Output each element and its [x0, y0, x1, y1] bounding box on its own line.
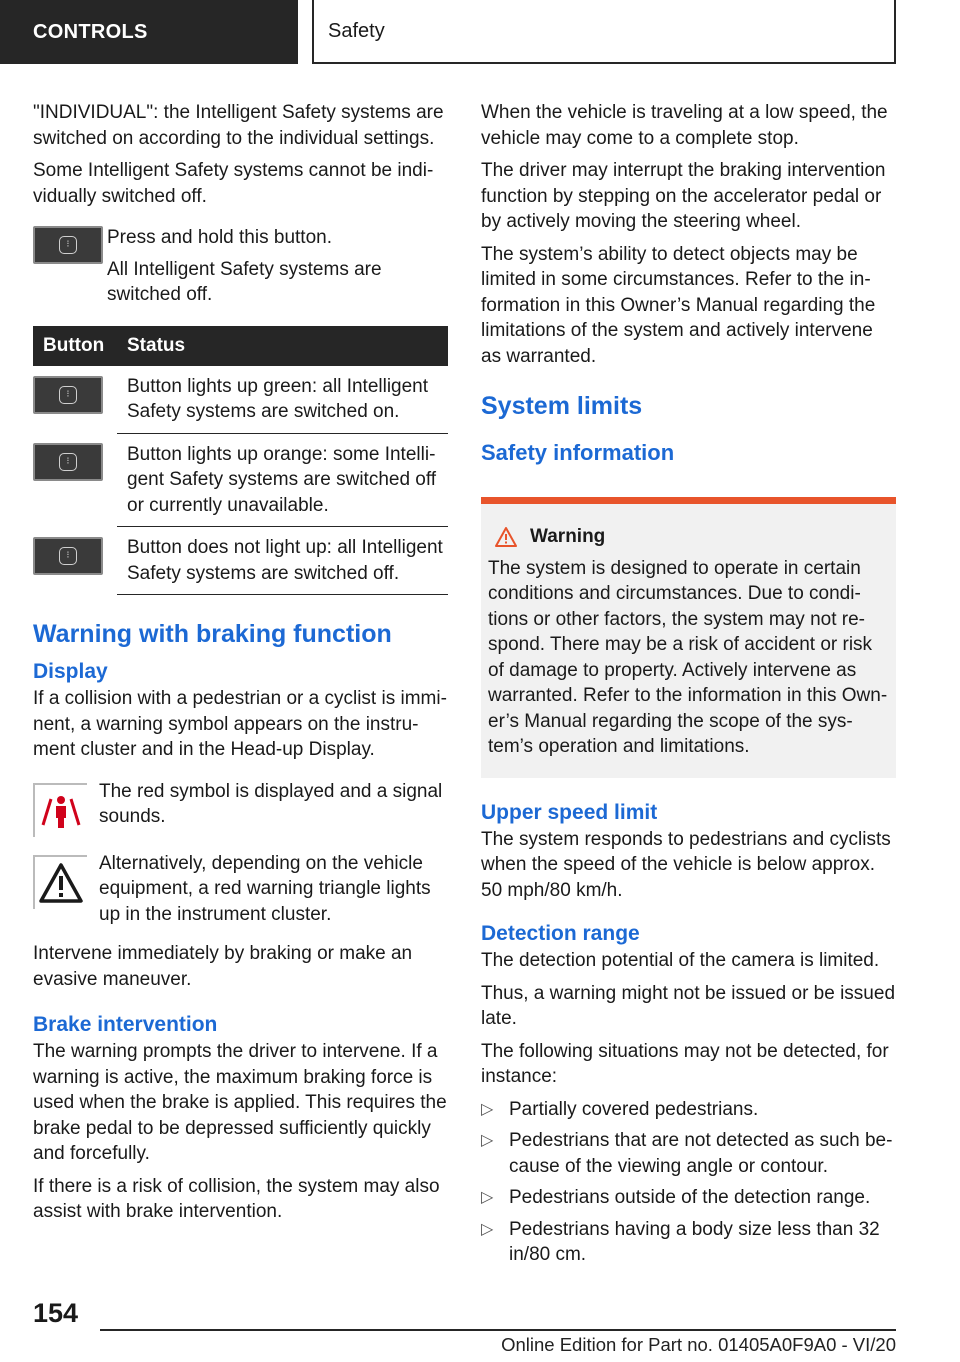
status-table	[33, 326, 448, 596]
section-tab: CONTROLS	[0, 0, 298, 64]
paragraph: If there is a risk of collision, the system may also assist with brake intervention.	[33, 1175, 440, 1222]
heading-system-limits: System limits	[481, 392, 643, 420]
triangle-bullet-icon: ▷	[481, 1220, 494, 1238]
list-item: ▷ Partially covered pedestrians.	[481, 1097, 896, 1123]
heading-brake-intervention: Brake intervention	[33, 1013, 218, 1036]
heading-warning-braking: Warning with braking function	[33, 620, 392, 648]
situations-list	[481, 1097, 896, 1268]
heading-safety-information: Safety information	[481, 440, 675, 465]
table-row	[33, 433, 448, 527]
page-title: Safety	[312, 0, 896, 64]
table-header-status: Status	[117, 326, 448, 366]
safety-button-icon: ⁝	[33, 537, 103, 575]
paragraph: Intervene immediately by braking or make an evasive maneuver.	[33, 943, 413, 990]
paragraph: The driver may interrupt the braking intervention function by stepping on the accelerator pedal or by actively moving the steering wheel.	[481, 160, 886, 232]
triangle-bullet-icon: ▷	[481, 1100, 494, 1118]
paragraph: The warning prompts the driver to intervene. If a warning is active, the maximum braking force is used when the brake is applied. This requires the brake pedal to be depressed sufficiently quickly and forcefully.	[33, 1041, 447, 1164]
paragraph: Alternatively, depending on the vehicle equipment, a red warning triangle lights up in the instrument cluster.	[99, 852, 431, 925]
table-header-button: Button	[33, 326, 117, 366]
button-instruction	[33, 225, 448, 308]
paragraph: The following situations may not be detected, for instance:	[481, 1040, 889, 1087]
safety-button-icon: ⁝	[33, 226, 103, 264]
paragraph: The red symbol is displayed and a signal sounds.	[99, 780, 443, 827]
paragraph: Some Intelligent Safety systems cannot be individually switched off.	[33, 160, 434, 207]
warning-triangle-icon	[494, 526, 518, 548]
page-number: 154	[33, 1298, 79, 1328]
paragraph: The system responds to pedestrians and cyclists when the speed of the vehicle is below approx. 50 mph/80 km/h.	[481, 828, 891, 901]
pedestrian-warning-icon	[33, 783, 87, 837]
table-row	[33, 366, 448, 434]
paragraph: When the vehicle is traveling at a low speed, the vehicle may come to a complete stop.	[481, 102, 888, 149]
paragraph: If a collision with a pedestrian or a cyclist is imminent, a warning symbol appears on the instrument cluster and in the Head-up Display.	[33, 688, 447, 760]
list-item: ▷ Pedestrians having a body size less than 32 in/80 cm.	[481, 1218, 880, 1265]
left-column	[33, 100, 448, 1232]
table-cell: Button does not light up: all Intelligent Safety systems are switched off.	[117, 527, 448, 595]
paragraph: "INDIVIDUAL": the Intelligent Safety systems are switched on according to the individual settings.	[33, 102, 444, 149]
footer-divider	[100, 1329, 896, 1331]
triangle-symbol-row	[33, 851, 448, 928]
footer-edition: Online Edition for Part no. 01405A0F9A0 - VI/20	[501, 1334, 896, 1355]
right-column	[481, 100, 896, 1274]
paragraph: The detection potential of the camera is limited.	[481, 950, 880, 971]
warning-title: Warning	[488, 524, 888, 550]
warning-box	[481, 497, 896, 778]
safety-button-icon: ⁝	[33, 443, 103, 481]
paragraph: Thus, a warning might not be issued or be issued late.	[481, 982, 896, 1029]
warning-text: The system is designed to operate in certain conditions and circumstances. Due to conditions or other factors, the system may not respond. There may be a risk of accident or risk of damage to property. Actively intervene as warranted. Refer to the information in this Owner’s Manual regarding the scope of the system’s operation and limitations.	[488, 557, 888, 757]
triangle-bullet-icon: ▷	[481, 1132, 494, 1149]
table-cell: Button lights up orange: some Intelligent Safety systems are switched off or currently unavailable.	[117, 433, 448, 527]
triangle-bullet-icon: ▷	[481, 1189, 494, 1206]
heading-display: Display	[33, 660, 108, 683]
pedestrian-symbol-row	[33, 779, 448, 835]
list-item: ▷ Pedestrians outside of the detection range.	[481, 1185, 896, 1211]
paragraph: The system’s ability to detect objects may be limited in some circumstances. Refer to the information in this Owner’s Manual regarding the limitations of the system and actively intervene as warranted.	[481, 243, 876, 367]
heading-detection-range: Detection range	[481, 922, 640, 945]
list-item: ▷ Pedestrians that are not detected as such because of the viewing angle or contour.	[481, 1130, 893, 1177]
safety-button-icon: ⁝	[33, 376, 103, 414]
paragraph: Press and hold this button.	[107, 227, 332, 248]
table-cell: Button lights up green: all Intelligent Safety systems are switched on.	[117, 366, 448, 434]
heading-upper-speed-limit: Upper speed limit	[481, 800, 658, 824]
table-row	[33, 527, 448, 595]
warning-triangle-icon	[33, 855, 87, 909]
paragraph: All Intelligent Safety systems are switched off.	[107, 258, 382, 305]
